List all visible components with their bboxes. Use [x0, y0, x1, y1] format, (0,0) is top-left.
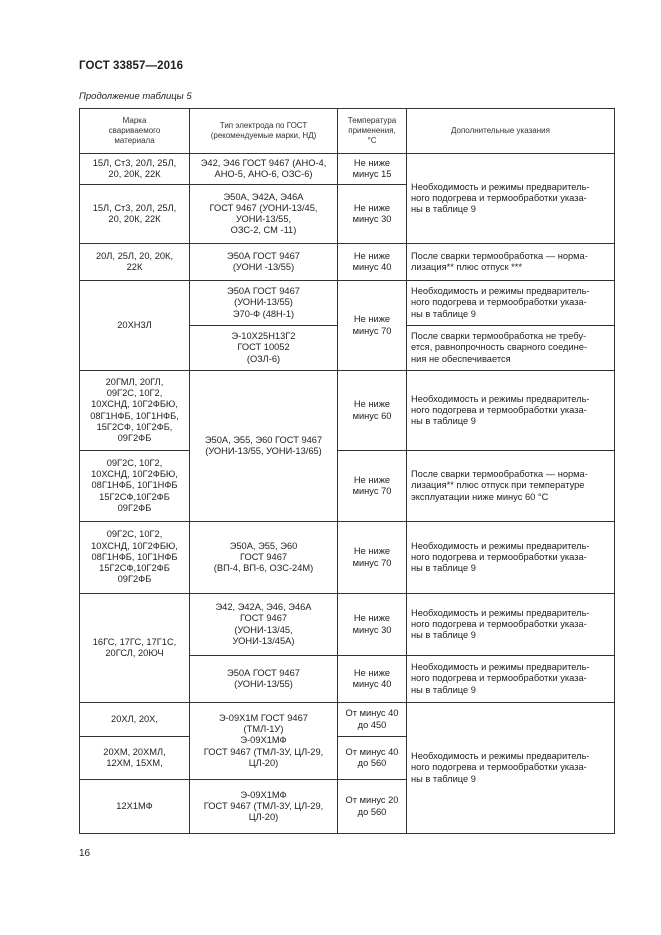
- temperature-cell: Не ниже минус 30: [338, 185, 407, 244]
- table-row: [80, 451, 615, 522]
- table-caption: Продолжение таблицы 5: [79, 91, 192, 102]
- temperature-cell: Не ниже минус 70: [338, 451, 407, 522]
- electrode-cell: Э50А, Э55, Э60 ГОСТ 9467 (ВП-4, ВП-6, ОЗС-24М): [190, 522, 338, 594]
- temperature-cell: Не ниже минус 40: [338, 656, 407, 703]
- column-header-material: Марка свариваемого материала: [80, 109, 190, 154]
- material-cell: 15Л, Ст3, 20Л, 25Л, 20, 20К, 22К: [80, 154, 190, 185]
- column-header-temperature: Температура применения, °С: [338, 109, 407, 154]
- temperature-cell: От минус 20 до 560: [338, 780, 407, 834]
- temperature-cell: Не ниже минус 30: [338, 594, 407, 656]
- material-cell: 20ХМ, 20ХМЛ, 12ХМ, 15ХМ,: [80, 737, 190, 780]
- page-number: 16: [79, 848, 91, 859]
- material-cell: 20ХН3Л: [80, 281, 190, 371]
- electrode-cell: Э-09Х1МФ ГОСТ 9467 (ТМЛ-3У, ЦЛ-29, ЦЛ-20): [190, 780, 338, 834]
- table-row: [80, 522, 615, 594]
- notes-cell: Необходимость и режимы предваритель- ного подогрева и термообработки указа- ны в таблице 9: [407, 371, 615, 451]
- notes-cell: После сварки термообработка — норма- лизация** плюс отпуск при температуре эксплуатации ниже минус 60 °С: [407, 451, 615, 522]
- electrode-cell: Э50А ГОСТ 9467 (УОНИ-13/55): [190, 656, 338, 703]
- temperature-cell: Не ниже минус 70: [338, 522, 407, 594]
- temperature-cell: От минус 40 до 560: [338, 737, 407, 780]
- temperature-cell: Не ниже минус 60: [338, 371, 407, 451]
- electrode-cell: Э50А ГОСТ 9467 (УОНИ-13/55) Э70-Ф (48Н-1): [190, 281, 338, 326]
- material-cell: 12Х1МФ: [80, 780, 190, 834]
- material-cell: 20ГМЛ, 20ГЛ, 09Г2С, 10Г2, 10ХСНД, 10Г2ФБЮ, 08Г1НФБ, 10Г1НФБ, 15Г2СФ, 10Г2ФБ, 09Г2ФБ: [80, 371, 190, 451]
- table-row: [80, 154, 615, 185]
- table-row: [80, 594, 615, 656]
- table-row: [80, 281, 615, 326]
- electrode-cell: Э42, Э46 ГОСТ 9467 (АНО-4, АНО-5, АНО-6, ОЗС-6): [190, 154, 338, 185]
- notes-cell: Необходимость и режимы предваритель- ного подогрева и термообработки указа- ны в таблице 9: [407, 281, 615, 326]
- material-cell: 09Г2С, 10Г2, 10ХСНД, 10Г2ФБЮ, 08Г1НФБ, 10Г1НФБ 15Г2СФ,10Г2ФБ 09Г2ФБ: [80, 522, 190, 594]
- column-header-notes: Дополнительные указания: [407, 109, 615, 154]
- table-header-row: [80, 109, 615, 154]
- notes-cell: Необходимость и режимы предваритель- ного подогрева и термообработки указа- ны в таблице 9: [407, 703, 615, 834]
- notes-cell: Необходимость и режимы предваритель- ного подогрева и термообработки указа- ны в таблице 9: [407, 594, 615, 656]
- material-cell: 09Г2С, 10Г2, 10ХСНД, 10Г2ФБЮ, 08Г1НФБ, 10Г1НФБ 15Г2СФ,10Г2ФБ 09Г2ФБ: [80, 451, 190, 522]
- document-number: ГОСТ 33857—2016: [79, 60, 184, 72]
- table-row: [80, 244, 615, 281]
- electrode-cell: Э-09Х1М ГОСТ 9467 (ТМЛ-1У) Э-09Х1МФ ГОСТ 9467 (ТМЛ-3У, ЦЛ-29, ЦЛ-20): [190, 703, 338, 780]
- temperature-cell: От минус 40 до 450: [338, 703, 407, 737]
- electrode-cell: Э50А, Э55, Э60 ГОСТ 9467 (УОНИ-13/55, УОНИ-13/65): [190, 371, 338, 522]
- electrode-cell: Э50А ГОСТ 9467 (УОНИ -13/55): [190, 244, 338, 281]
- table-row: [80, 371, 615, 451]
- material-cell: 16ГС, 17ГС, 17Г1С, 20ГСЛ, 20ЮЧ: [80, 594, 190, 703]
- welding-electrodes-table: [79, 108, 615, 834]
- notes-cell: После сварки термообработка — норма- лизация** плюс отпуск ***: [407, 244, 615, 281]
- electrode-cell: Э-10Х25Н13Г2 ГОСТ 10052 (ОЗЛ-6): [190, 326, 338, 371]
- notes-cell: Необходимость и режимы предваритель- ного подогрева и термообработки указа- ны в таблице 9: [407, 154, 615, 244]
- electrode-cell: Э50А, Э42А, Э46А ГОСТ 9467 (УОНИ-13/45, УОНИ-13/55, ОЗС-2, СМ -11): [190, 185, 338, 244]
- column-header-electrode: Тип электрода по ГОСТ (рекомендуемые марки, НД): [190, 109, 338, 154]
- material-cell: 20Л, 25Л, 20, 20К, 22К: [80, 244, 190, 281]
- material-cell: 20ХЛ, 20Х,: [80, 703, 190, 737]
- temperature-cell: Не ниже минус 40: [338, 244, 407, 281]
- temperature-cell: Не ниже минус 70: [338, 281, 407, 371]
- notes-cell: После сварки термообработка не требу- ется, равнопрочность сварного соедине- ния не обеспечивается: [407, 326, 615, 371]
- material-cell: 15Л, Ст3, 20Л, 25Л, 20, 20К, 22К: [80, 185, 190, 244]
- table-row: [80, 703, 615, 737]
- temperature-cell: Не ниже минус 15: [338, 154, 407, 185]
- notes-cell: Необходимость и режимы предваритель- ного подогрева и термообработки указа- ны в таблице 9: [407, 656, 615, 703]
- notes-cell: Необходимость и режимы предваритель- ного подогрева и термообработки указа- ны в таблице 9: [407, 522, 615, 594]
- electrode-cell: Э42, Э42А, Э46, Э46А ГОСТ 9467 (УОНИ-13/45, УОНИ-13/45А): [190, 594, 338, 656]
